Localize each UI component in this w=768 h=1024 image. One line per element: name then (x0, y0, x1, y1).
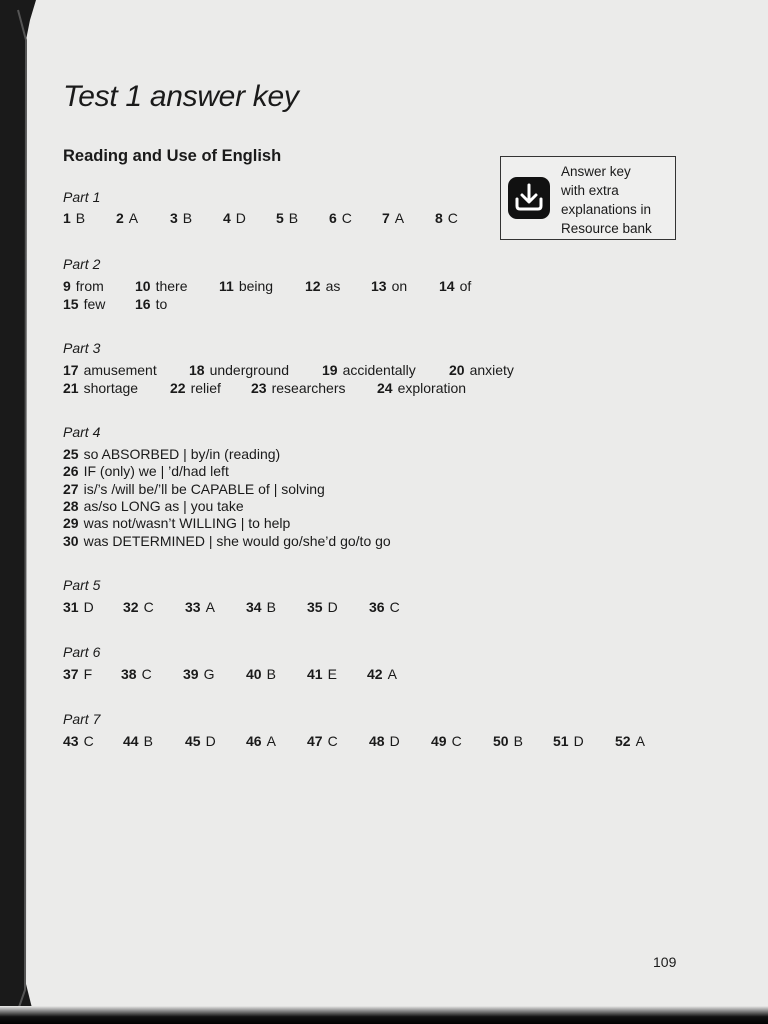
answer-item (123, 599, 154, 615)
question-number: 37 (63, 666, 79, 682)
question-number: 36 (369, 599, 385, 615)
resource-bank-callout (500, 156, 676, 240)
answer-item (183, 666, 214, 682)
answer-value: A (266, 733, 276, 749)
question-number: 42 (367, 666, 383, 682)
answer-item (251, 380, 346, 396)
answer-item (307, 599, 338, 615)
answer-value: A (635, 733, 645, 749)
answer-value: B (75, 210, 86, 226)
question-number: 18 (189, 362, 205, 378)
question-number: 24 (377, 380, 393, 396)
answer-item (553, 733, 584, 749)
callout-line: Resource bank (561, 221, 652, 236)
part-5-label: Part 5 (63, 577, 101, 593)
question-number: 52 (615, 733, 631, 749)
question-number: 5 (276, 210, 284, 226)
answer-item (246, 733, 276, 749)
answer-item (322, 362, 416, 378)
question-number: 6 (329, 210, 337, 226)
answer-item (276, 210, 298, 226)
answer-item (185, 599, 215, 615)
question-number: 10 (135, 278, 151, 294)
answer-value: B (266, 666, 276, 682)
answer-value: on (391, 278, 408, 294)
answer-value: A (394, 210, 405, 226)
question-number: 22 (170, 380, 186, 396)
question-number: 2 (116, 210, 124, 226)
answer-item (63, 666, 92, 682)
callout-line: Answer key (561, 164, 631, 179)
answer-value: accidentally (342, 362, 416, 378)
part-4-label: Part 4 (63, 424, 101, 440)
page-number: 109 (653, 954, 677, 970)
question-number: 1 (63, 210, 71, 226)
answer-item (371, 278, 407, 294)
answer-value: to (155, 296, 168, 312)
question-number: 15 (63, 296, 79, 312)
answer-value: E (327, 666, 337, 682)
answer-item (305, 278, 340, 294)
answer-value: C (143, 599, 154, 615)
answer-value: being (238, 278, 274, 294)
question-number: 31 (63, 599, 79, 615)
answer-item (329, 210, 352, 226)
answer-value: relief (190, 380, 221, 396)
answer-item (369, 733, 400, 749)
answer-value: from (75, 278, 104, 294)
answer-value: is/’s /will be/’ll be CAPABLE of | solving (83, 481, 325, 497)
question-number: 25 (63, 446, 79, 462)
question-number: 33 (185, 599, 201, 615)
question-number: 9 (63, 278, 71, 294)
answer-item (63, 599, 94, 615)
question-number: 26 (63, 463, 79, 479)
answer-item (493, 733, 523, 749)
answer-item (439, 278, 471, 294)
question-number: 23 (251, 380, 267, 396)
answer-value: shortage (83, 380, 139, 396)
answer-item (189, 362, 289, 378)
page-title: Test 1 answer key (63, 80, 299, 113)
answer-item (185, 733, 216, 749)
question-number: 40 (246, 666, 262, 682)
answer-item (369, 599, 400, 615)
answer-value: was DETERMINED | she would go/she’d go/to go (83, 533, 391, 549)
answer-value: D (327, 599, 338, 615)
answer-item (435, 210, 458, 226)
answer-value: A (205, 599, 215, 615)
question-number: 19 (322, 362, 338, 378)
section-heading: Reading and Use of English (63, 147, 282, 165)
answer-value: A (387, 666, 397, 682)
answer-value: D (573, 733, 584, 749)
answer-value: C (389, 599, 400, 615)
question-number: 16 (135, 296, 151, 312)
question-number: 44 (123, 733, 139, 749)
part-1-label: Part 1 (63, 189, 101, 205)
answer-item (170, 380, 221, 396)
answer-item (135, 296, 167, 312)
question-number: 48 (369, 733, 385, 749)
answer-value: B (513, 733, 523, 749)
callout-text (561, 162, 673, 238)
question-number: 35 (307, 599, 323, 615)
callout-line: explanations in (561, 202, 652, 217)
answer-value: researchers (271, 380, 346, 396)
answer-value: D (235, 210, 246, 226)
callout-line: with extra (561, 183, 619, 198)
answer-item (123, 733, 153, 749)
answer-value: IF (only) we | ’d/had left (83, 463, 229, 479)
question-number: 47 (307, 733, 323, 749)
question-number: 30 (63, 533, 79, 549)
answer-value: few (83, 296, 106, 312)
question-number: 27 (63, 481, 79, 497)
answer-item (63, 733, 94, 749)
question-number: 32 (123, 599, 139, 615)
answer-item (121, 666, 152, 682)
answer-value: C (141, 666, 152, 682)
question-number: 20 (449, 362, 465, 378)
question-number: 13 (371, 278, 387, 294)
answer-value: as (325, 278, 341, 294)
answer-line (63, 463, 229, 479)
question-number: 41 (307, 666, 323, 682)
answer-line (63, 446, 280, 462)
question-number: 45 (185, 733, 201, 749)
answer-item (63, 296, 105, 312)
answer-value: B (288, 210, 299, 226)
question-number: 50 (493, 733, 509, 749)
question-number: 34 (246, 599, 262, 615)
question-number: 51 (553, 733, 569, 749)
answer-value: D (389, 733, 400, 749)
question-number: 49 (431, 733, 447, 749)
question-number: 14 (439, 278, 455, 294)
answer-item (431, 733, 462, 749)
answer-value: C (83, 733, 94, 749)
answer-item (63, 362, 157, 378)
answer-value: C (327, 733, 338, 749)
answer-value: B (182, 210, 193, 226)
part-3-label: Part 3 (63, 340, 101, 356)
question-number: 38 (121, 666, 137, 682)
part-6-label: Part 6 (63, 644, 101, 660)
answer-value: there (155, 278, 188, 294)
question-number: 21 (63, 380, 79, 396)
answer-item (307, 733, 338, 749)
answer-item (367, 666, 397, 682)
question-number: 17 (63, 362, 79, 378)
question-number: 3 (170, 210, 178, 226)
answer-value: C (341, 210, 352, 226)
part-2-label: Part 2 (63, 256, 101, 272)
question-number: 29 (63, 515, 79, 531)
question-number: 46 (246, 733, 262, 749)
part-7-label: Part 7 (63, 711, 101, 727)
question-number: 8 (435, 210, 443, 226)
book-spine-shadow (0, 0, 36, 1024)
page-bottom-edge (0, 1006, 768, 1024)
answer-line (63, 515, 290, 531)
answer-value: F (83, 666, 93, 682)
answer-value: C (451, 733, 462, 749)
answer-item (246, 599, 276, 615)
answer-line (63, 498, 244, 514)
question-number: 7 (382, 210, 390, 226)
answer-item (116, 210, 138, 226)
answer-value: B (266, 599, 276, 615)
answer-value: of (459, 278, 472, 294)
answer-value: amusement (83, 362, 157, 378)
answer-item (219, 278, 273, 294)
download-icon (508, 177, 550, 219)
answer-value: underground (209, 362, 289, 378)
answer-item (63, 278, 104, 294)
question-number: 28 (63, 498, 79, 514)
answer-value: so ABSORBED | by/in (reading) (83, 446, 281, 462)
answer-value: B (143, 733, 153, 749)
answer-item (377, 380, 466, 396)
answer-value: was not/wasn’t WILLING | to help (83, 515, 291, 531)
answer-item (307, 666, 337, 682)
answer-item (135, 278, 188, 294)
question-number: 4 (223, 210, 231, 226)
answer-item (223, 210, 246, 226)
answer-value: D (205, 733, 216, 749)
question-number: 39 (183, 666, 199, 682)
answer-value: exploration (397, 380, 467, 396)
answer-item (382, 210, 404, 226)
answer-item (63, 380, 138, 396)
answer-item (170, 210, 192, 226)
answer-line (63, 481, 325, 497)
answer-item (615, 733, 645, 749)
answer-item (246, 666, 276, 682)
answer-value: A (128, 210, 139, 226)
question-number: 11 (219, 278, 234, 294)
answer-value: as/so LONG as | you take (83, 498, 244, 514)
answer-item (63, 210, 85, 226)
question-number: 12 (305, 278, 321, 294)
answer-value: D (83, 599, 94, 615)
answer-value: G (203, 666, 215, 682)
answer-value: anxiety (469, 362, 514, 378)
answer-item (449, 362, 514, 378)
answer-value: C (447, 210, 458, 226)
question-number: 43 (63, 733, 79, 749)
answer-line (63, 533, 391, 549)
